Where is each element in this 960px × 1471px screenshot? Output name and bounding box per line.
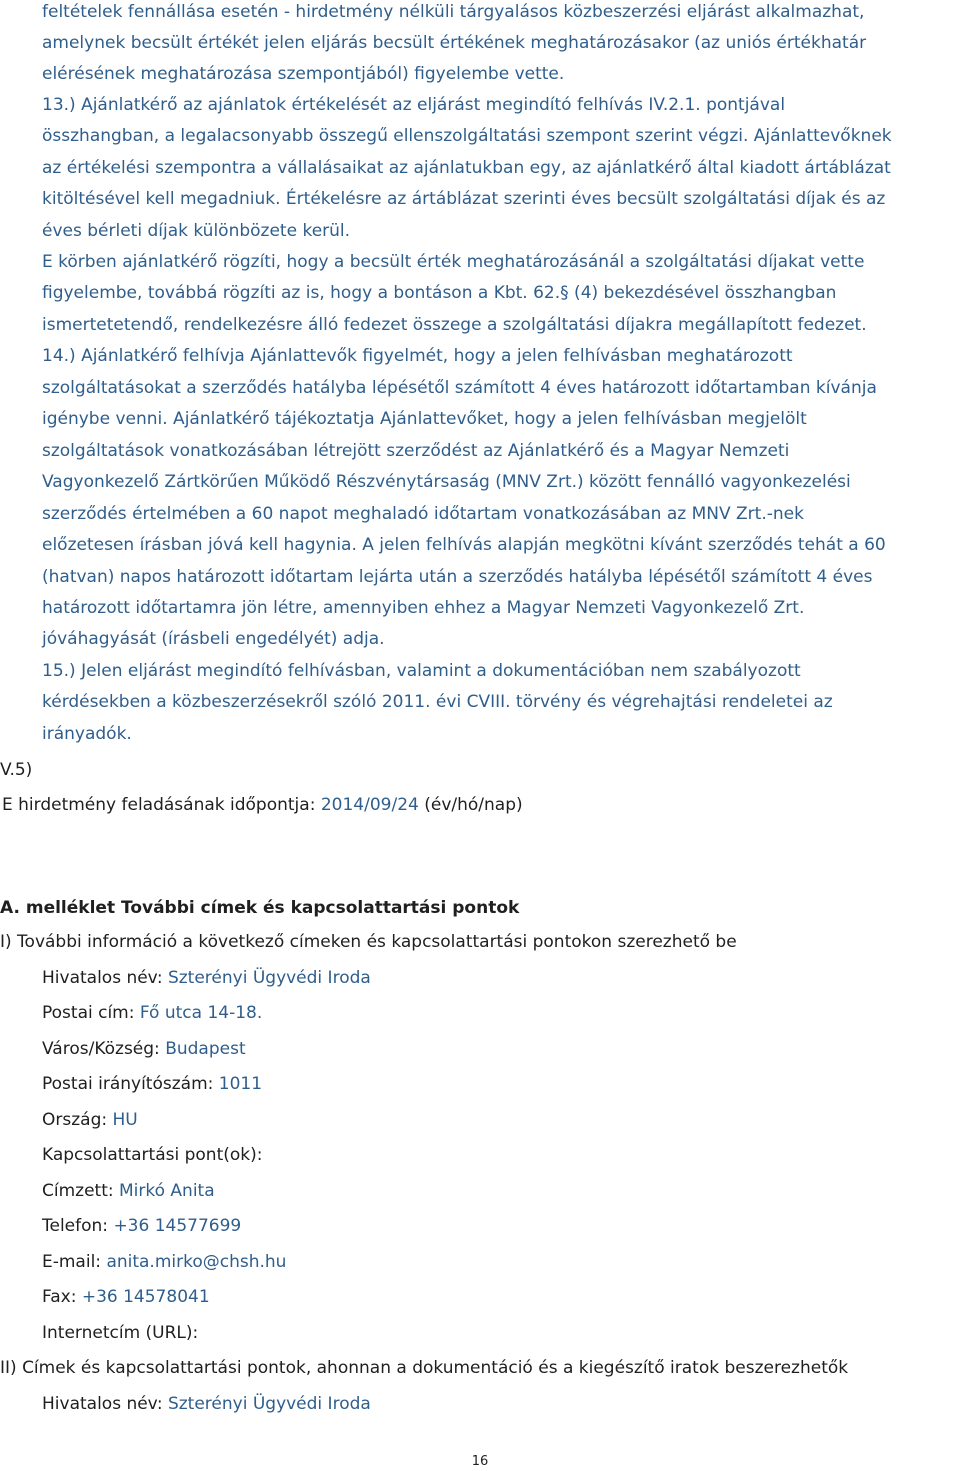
- field-value: Budapest: [165, 1039, 246, 1059]
- body-text-line: figyelembe, továbbá rögzíti az is, hogy a bontáson a Kbt. 62.§ (4) bekezdésével összhangban: [42, 283, 837, 303]
- publication-date-suffix: (év/hó/nap): [418, 795, 523, 815]
- field-value: +36 14578041: [81, 1287, 210, 1307]
- field-postal-address: [42, 1002, 262, 1024]
- body-text-line: összhangban, a legalacsonyabb összegű ellenszolgáltatási szempont szerint végzi. Ajánlattevőknek: [42, 126, 892, 146]
- field-email: [42, 1251, 286, 1273]
- body-text-line: ismertetetendő, rendelkezésre álló fedezet összege a szolgáltatási díjakra megállapított fedezet.: [42, 315, 867, 335]
- section-label-v5: V.5): [0, 760, 33, 780]
- field-label: Címzett:: [42, 1181, 119, 1201]
- body-text-line: (hatvan) napos határozott időtartam lejárta után a szerződés hatályba lépésétől számított 4 éves: [42, 567, 873, 587]
- field-label: E-mail:: [42, 1252, 107, 1272]
- field-value: HU: [112, 1110, 138, 1130]
- field-value: Mirkó Anita: [119, 1181, 215, 1201]
- body-text-line: előzetesen írásban jóvá kell hagynia. A jelen felhívás alapján megkötni kívánt szerződés tehát a 60: [42, 535, 886, 555]
- field-addressee: [42, 1180, 215, 1202]
- field-fax: [42, 1286, 210, 1308]
- field-label: Hivatalos név:: [42, 1394, 168, 1414]
- field-value: +36 14577699: [113, 1216, 242, 1236]
- page-number: 16: [471, 1454, 489, 1469]
- annex-title: A. melléklet További címek és kapcsolattartási pontok: [0, 898, 520, 918]
- field-value: Szterényi Ügyvédi Iroda: [167, 1394, 371, 1414]
- body-text-line: szolgáltatások vonatkozásában létrejött szerződést az Ajánlatkérő és a Magyar Nemzeti: [42, 441, 790, 461]
- body-text-line: Vagyonkezelő Zártkörűen Működő Részvénytársaság (MNV Zrt.) között fennálló vagyonkezelési: [42, 472, 851, 492]
- body-text-line: kitöltésével kell megadniuk. Értékelésre az ártáblázat szerinti éves becsült szolgáltatási díjak és az: [42, 189, 886, 209]
- field-official-name: [42, 967, 371, 989]
- field-label: Postai irányítószám:: [42, 1074, 219, 1094]
- body-text-line: az értékelési szempontra a vállalásaikat az ajánlatukban egy, az ajánlatkérő által kiadott ártáblázat: [42, 158, 891, 178]
- field-value: 1011: [218, 1074, 263, 1094]
- field-label: Telefon:: [42, 1216, 114, 1236]
- field-label: Hivatalos név:: [42, 968, 168, 988]
- annex-section2-heading: II) Címek és kapcsolattartási pontok, ahonnan a dokumentáció és a kiegészítő iratok beszerezhetők: [0, 1358, 849, 1378]
- body-text-line: határozott időtartamra jön létre, amennyiben ehhez a Magyar Nemzeti Vagyonkezelő Zrt.: [42, 598, 805, 618]
- field-internet-address: [42, 1322, 198, 1344]
- body-text-line: jóváhagyását (írásbeli engedélyét) adja.: [42, 629, 385, 649]
- body-text-line: szolgáltatásokat a szerződés hatályba lépésétől számított 4 éves határozott időtartamban kívánja: [42, 378, 877, 398]
- body-text-line: 15.) Jelen eljárást megindító felhívásban, valamint a dokumentációban nem szabályozott: [42, 661, 801, 681]
- publication-date-value: 2014/09/24: [320, 795, 419, 815]
- field-value: Szterényi Ügyvédi Iroda: [167, 968, 371, 988]
- body-text-line: irányadók.: [42, 724, 132, 744]
- field-label: Ország:: [42, 1110, 113, 1130]
- publication-date-line: [2, 794, 523, 816]
- field-label: Postai cím:: [42, 1003, 140, 1023]
- field-value: Fő utca 14-18.: [139, 1003, 263, 1023]
- body-text-line: E körben ajánlatkérő rögzíti, hogy a becsült érték meghatározásánál a szolgáltatási díjakat vette: [42, 252, 865, 272]
- field-city: [42, 1038, 246, 1060]
- field-label: Fax:: [42, 1287, 82, 1307]
- body-text-line: elérésének meghatározása szempontjából) figyelembe vette.: [42, 64, 565, 84]
- field-label: Internetcím (URL):: [42, 1323, 199, 1343]
- field-telephone: [42, 1215, 241, 1237]
- body-text-line: 14.) Ajánlatkérő felhívja Ajánlattevők figyelmét, hogy a jelen felhívásban meghatározott: [42, 346, 793, 366]
- body-text-line: szerződés értelmében a 60 napot meghaladó időtartam vonatkozásában az MNV Zrt.-nek: [42, 504, 804, 524]
- annex-section1-heading: I) További információ a következő címeken és kapcsolattartási pontokon szerezhető be: [0, 932, 737, 952]
- field-value: anita.mirko@chsh.hu: [106, 1252, 287, 1272]
- body-text-line: 13.) Ajánlatkérő az ajánlatok értékelését az eljárást megindító felhívás IV.2.1. pontjával: [42, 95, 786, 115]
- body-text-line: éves bérleti díjak különbözete kerül.: [42, 221, 351, 241]
- field-label: Kapcsolattartási pont(ok):: [42, 1145, 263, 1165]
- publication-date-label: E hirdetmény feladásának időpontja:: [2, 795, 321, 815]
- field-label: Város/Község:: [42, 1039, 166, 1059]
- body-text-line: feltételek fennállása esetén - hirdetmény nélküli tárgyalásos közbeszerzési eljárást alkalmazhat,: [42, 2, 865, 22]
- field-official-name-2: [42, 1393, 371, 1415]
- body-text-line: igénybe venni. Ajánlatkérő tájékoztatja Ajánlattevőket, hogy a jelen felhívásban megjelölt: [42, 409, 807, 429]
- body-text-line: kérdésekben a közbeszerzésekről szóló 2011. évi CVIII. törvény és végrehajtási rendeletei az: [42, 692, 833, 712]
- body-text-line: amelynek becsült értékét jelen eljárás becsült értékének meghatározásakor (az uniós értékhatár: [42, 33, 867, 53]
- field-postal-code: [42, 1073, 262, 1095]
- field-country: [42, 1109, 138, 1131]
- field-contact-points: [42, 1144, 262, 1166]
